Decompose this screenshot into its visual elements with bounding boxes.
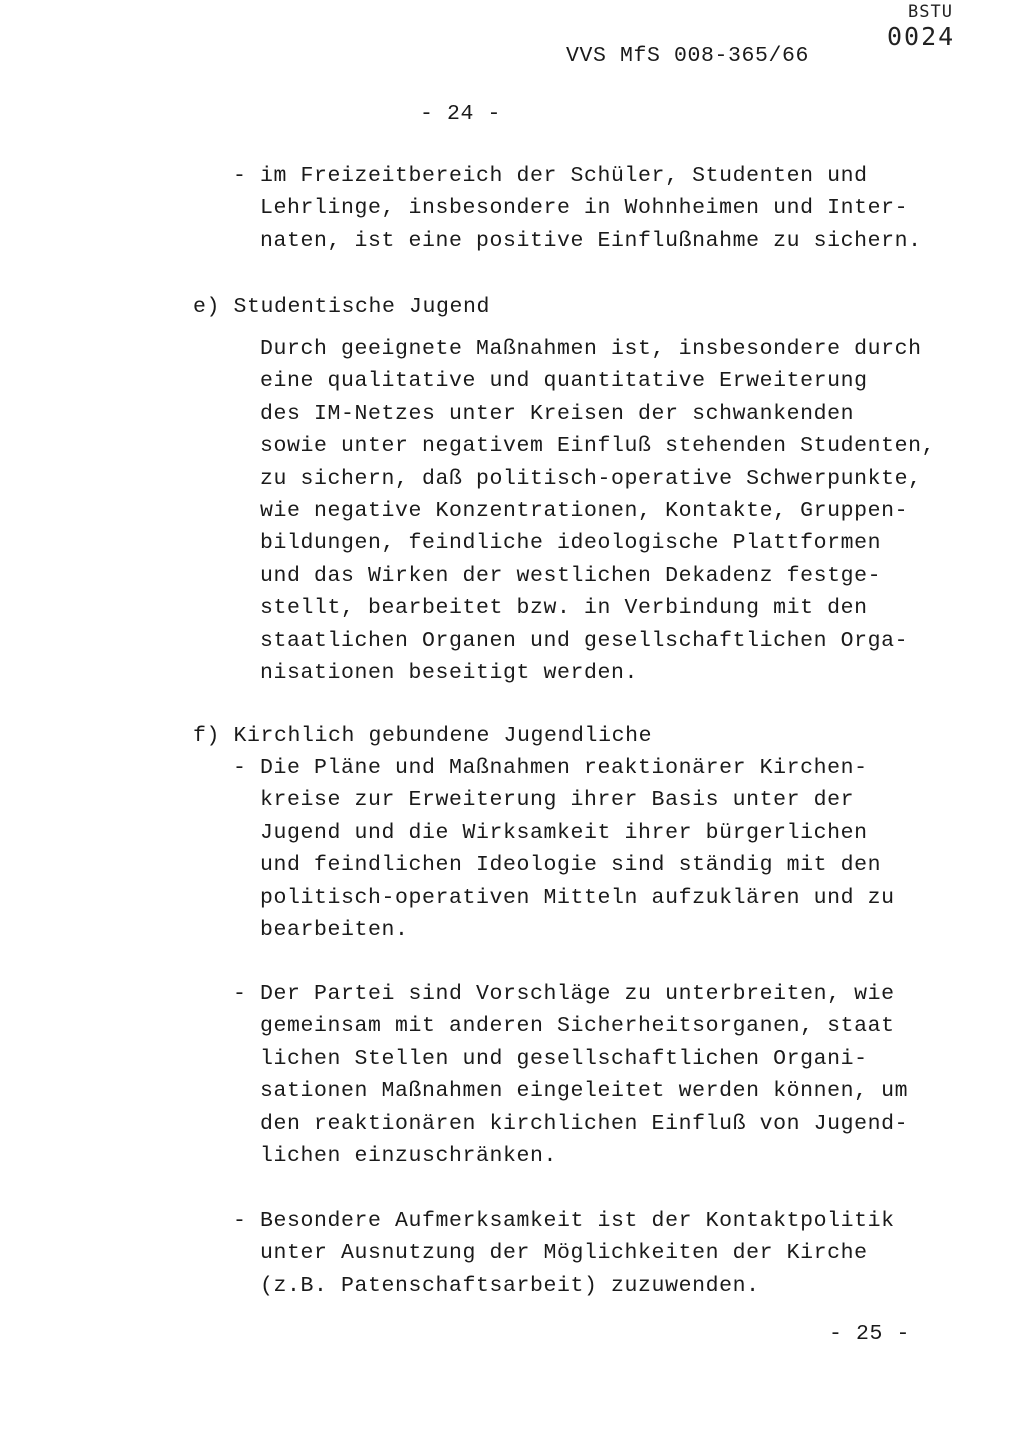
text-line: sationen Maßnahmen eingeleitet werden können, um — [260, 1079, 909, 1104]
text-line: bildungen, feindliche ideologische Plattformen — [260, 531, 882, 556]
text-line: Die Pläne und Maßnahmen reaktionärer Kirchen- — [260, 756, 868, 780]
text-line: wie negative Konzentrationen, Kontakte, Gruppen- — [260, 498, 909, 523]
bullet-dash: - — [233, 982, 247, 1006]
section-f-bullet-2 — [260, 978, 908, 1172]
section-f-bullet-1 — [260, 752, 895, 946]
text-line: stellt, bearbeitet bzw. in Verbindung mit den — [260, 596, 868, 621]
text-line: zu sichern, daß politisch-operative Schwerpunkte, — [260, 466, 922, 491]
text-line: lichen Stellen und gesellschaftlichen Organi- — [260, 1046, 868, 1071]
section-f-bullet-3 — [260, 1205, 895, 1302]
text-line: den reaktionären kirchlichen Einfluß von Jugend- — [260, 1111, 909, 1136]
text-line: unter Ausnutzung der Möglichkeiten der Kirche — [260, 1241, 868, 1266]
text-line: und das Wirken der westlichen Dekadenz festge- — [260, 563, 882, 588]
section-e-paragraph — [260, 333, 935, 689]
text-line: staatlichen Organen und gesellschaftlichen Orga- — [260, 628, 909, 653]
text-line: lichen einzuschränken. — [260, 1143, 558, 1168]
bullet-dash: - — [233, 164, 247, 188]
text-line: nisationen beseitigt werden. — [260, 660, 639, 685]
text-line: (z.B. Patenschaftsarbeit) zuzuwenden. — [260, 1273, 760, 1298]
text-line: im Freizeitbereich der Schüler, Studenten und — [260, 164, 868, 188]
intro-bullet-text — [260, 160, 922, 257]
section-f-heading: f) Kirchlich gebundene Jugendliche — [193, 724, 653, 748]
text-line: Jugend und die Wirksamkeit ihrer bürgerlichen — [260, 820, 868, 845]
document-reference: VVS MfS 008-365/66 — [566, 44, 810, 68]
section-e-heading: e) Studentische Jugend — [193, 295, 491, 319]
text-line: gemeinsam mit anderen Sicherheitsorganen, staat — [260, 1014, 895, 1039]
page-number: - 24 - — [420, 102, 502, 126]
text-line: Lehrlinge, insbesondere in Wohnheimen und Inter- — [260, 196, 909, 221]
bullet-dash: - — [233, 756, 247, 780]
text-line: bearbeiten. — [260, 917, 409, 942]
text-line: Durch geeignete Maßnahmen ist, insbesondere durch — [260, 337, 922, 361]
text-line: sowie unter negativem Einfluß stehenden Studenten, — [260, 434, 936, 459]
next-page-number: - 25 - — [829, 1322, 911, 1346]
text-line: politisch-operativen Mitteln aufzuklären und zu — [260, 885, 895, 910]
text-line: Der Partei sind Vorschläge zu unterbreiten, wie — [260, 982, 895, 1006]
text-line: naten, ist eine positive Einflußnahme zu sichern. — [260, 228, 922, 253]
archive-number-stamp: 0024 — [887, 22, 956, 51]
bullet-dash: - — [233, 1209, 247, 1233]
text-line: Besondere Aufmerksamkeit ist der Kontaktpolitik — [260, 1209, 895, 1233]
text-line: und feindlichen Ideologie sind ständig mit den — [260, 853, 882, 878]
text-line: eine qualitative und quantitative Erweiterung — [260, 369, 868, 394]
text-line: kreise zur Erweiterung ihrer Basis unter der — [260, 788, 855, 813]
text-line: des IM-Netzes unter Kreisen der schwankenden — [260, 401, 855, 426]
archive-org-stamp: BSTU — [908, 2, 953, 22]
